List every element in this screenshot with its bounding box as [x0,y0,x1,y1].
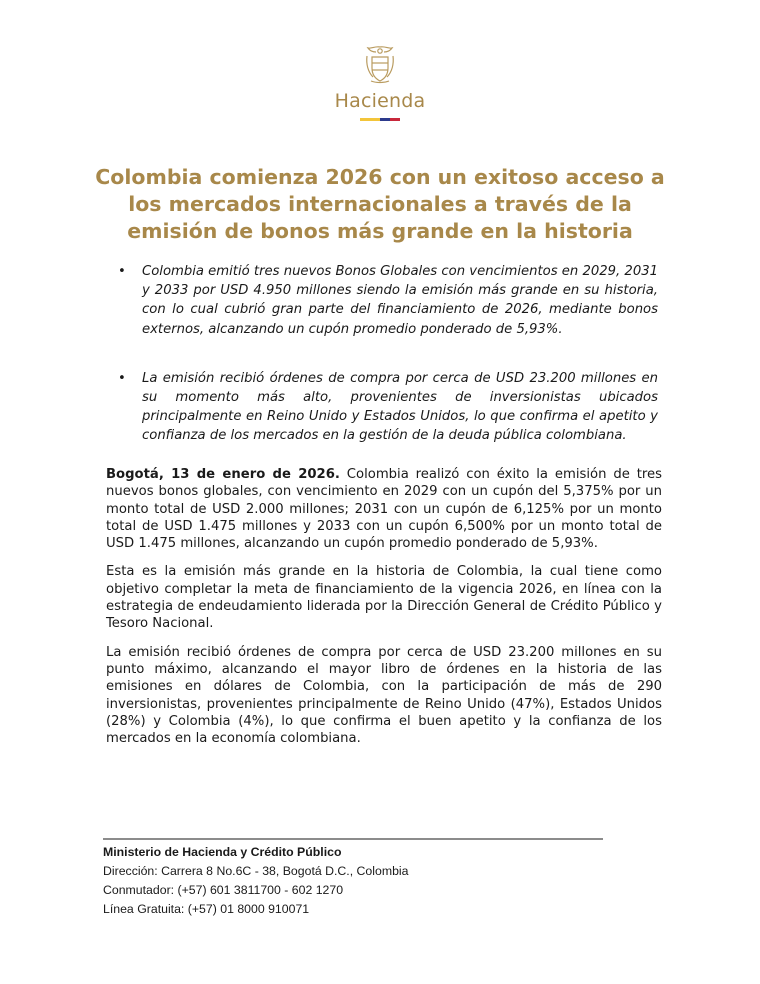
bullet-icon: • [118,370,126,386]
flag-yellow [360,118,380,121]
coat-of-arms-icon [363,44,397,84]
paragraph-3: La emisión recibió órdenes de compra por cerca de USD 23.200 millones en su punto máximo, alcanzando el mayor libro de órdenes en la historia de las emisiones en dólares de Colombia, con la participación de más de 290 inversionistas, provenientes principalmente de Reino Unido (47%), Estados Unidos (28%) y Colombia (4%), lo que confirma el buen apetito y la confianza de los mercados en la economía colombiana. [106,644,662,747]
paragraph-1-text: Colombia realizó con éxito la emisión de tres nuevos bonos globales, con vencimiento en 2029 con un cupón del 5,375% por un monto total de USD 2.000 millones; 2031 con un cupón de 6,125% por un monto total de USD 1.475 millones y 2033 con un cupón 6,500% por un monto total de USD 1.475 millones, alcanzando un cupón promedio ponderado de 5,93%. [106,467,662,552]
hacienda-logo [0,44,760,121]
footer-divider [103,838,603,840]
highlight-item [118,369,658,446]
page-title: Colombia comienza 2026 con un exitoso acceso a los mercados internacionales a través de la emisión de bonos más grande en la historia [95,164,665,243]
footer-switchboard: Conmutador: (+57) 601 3811700 - 602 1270 [103,882,344,897]
paragraph-2: Esta es la emisión más grande en la historia de Colombia, la cual tiene como objetivo completar la meta de financiamiento de la vigencia 2026, en línea con la estrategia de endeudamiento liderada por la Dirección General de Crédito Público y Tesoro Nacional. [106,564,662,632]
highlight-text: La emisión recibió órdenes de compra por cerca de USD 23.200 millones en su momento más alto, provenientes de inversionistas ubicados principalmente en Reino Unido y Estados Unidos, lo que confirma el apetito y confianza de los mercados en la gestión de la deuda pública colombiana. [142,370,658,444]
highlights-list [118,262,658,476]
article-body [106,466,662,758]
brand-name: Hacienda [334,90,426,112]
flag-red [390,118,400,121]
footer-address: Dirección: Carrera 8 No.6C - 38, Bogotá D.C., Colombia [103,863,409,878]
bullet-icon: • [118,264,126,279]
dateline: Bogotá, 13 de enero de 2026. [106,467,340,482]
footer [103,838,603,919]
paragraph-1 [106,466,662,552]
footer-toll-free: Línea Gratuita: (+57) 01 8000 910071 [103,901,310,916]
highlight-item [118,262,658,339]
flag-stripe [0,118,760,121]
highlight-text: Colombia emitió tres nuevos Bonos Globales con vencimientos en 2029, 2031 y 2033 por USD 4.950 millones siendo la emisión más grande en su historia, con lo cual cubrió gran parte del financiamiento de 2026, mediante bonos externos, alcanzando un cupón promedio ponderado de 5,93%. [142,264,658,337]
flag-blue [380,118,390,121]
footer-org: Ministerio de Hacienda y Crédito Público [103,844,342,859]
